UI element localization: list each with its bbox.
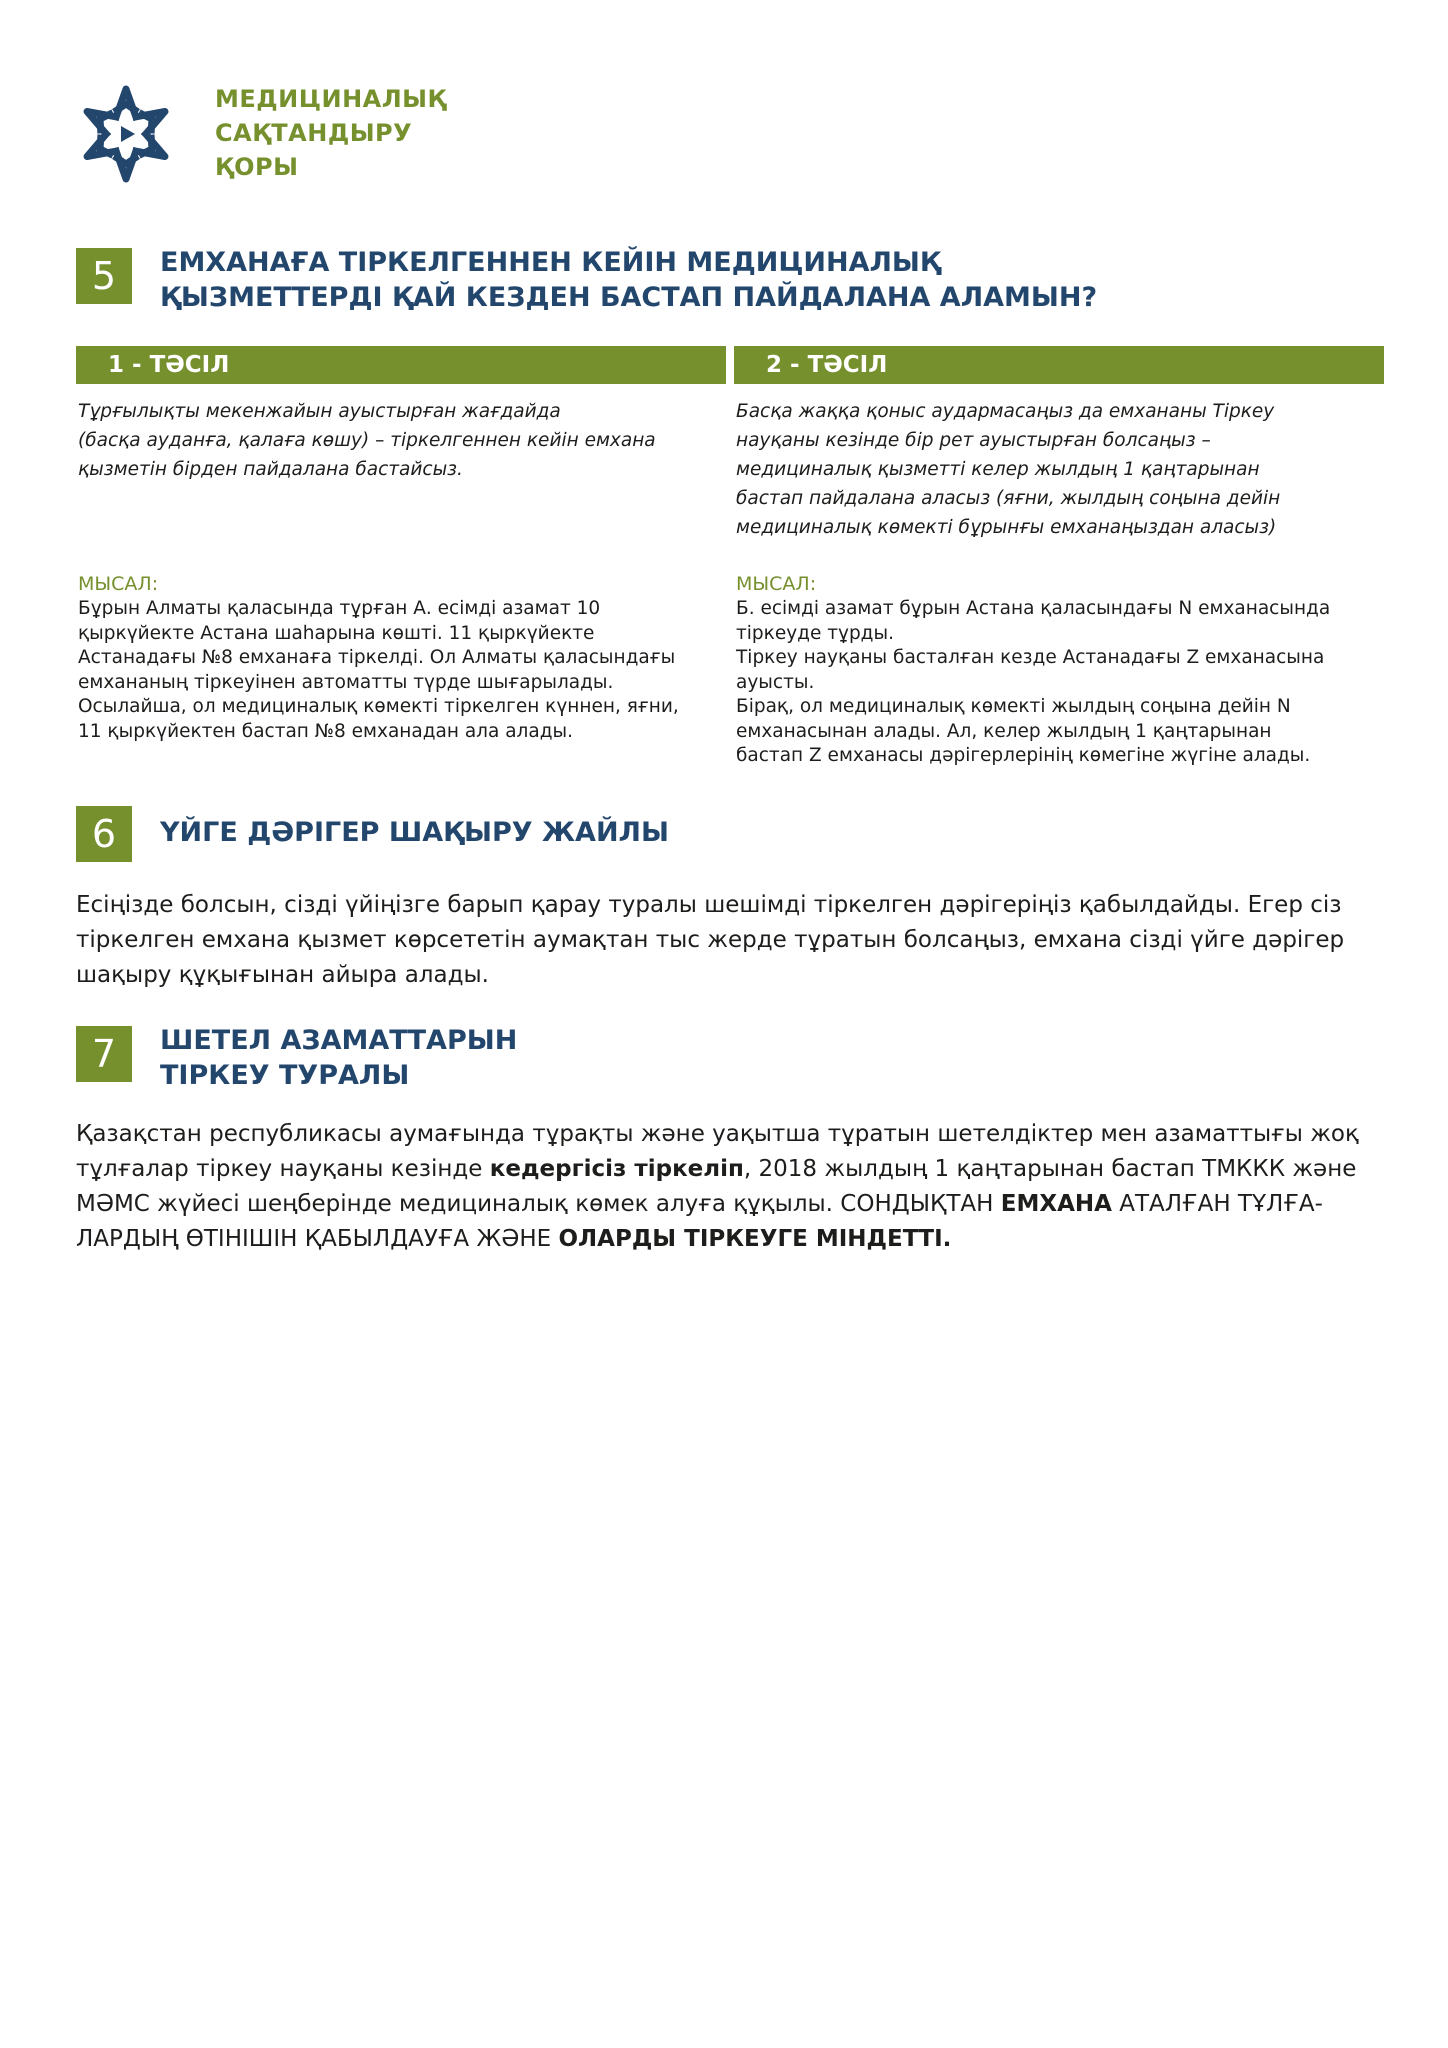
body-line	[76, 1222, 1359, 1257]
description-line: қызметін бірден пайдалана бастайсыз.	[78, 459, 463, 480]
method-2-example	[736, 597, 1330, 769]
section-title-line: ҚЫЗМЕТТЕРДІ ҚАЙ КЕЗДЕН БАСТАП ПАЙДАЛАНА АЛАМЫН?	[160, 282, 1098, 313]
snowflake-hexagon-logo-icon	[76, 74, 176, 194]
section-number-badge: 7	[76, 1026, 132, 1082]
example-line: тіркеуде тұрды.	[736, 622, 894, 644]
body-text: , 2018 жылдың 1 қаңтарынан бастап ТМККК және	[743, 1156, 1357, 1182]
body-emphasis: ОЛАРДЫ ТІРКЕУГЕ МІНДЕТТІ.	[558, 1226, 952, 1252]
body-line: Есіңізде болсын, сізді үйіңізге барып қарау туралы шешімді тіркелген дәрігеріңіз қабылдайды. Егер сіз	[76, 892, 1342, 918]
brand-name-line: МЕДИЦИНАЛЫҚ	[215, 85, 447, 113]
example-line: 11 қыркүйектен бастап №8 емханадан ала алады.	[78, 720, 573, 742]
body-text: АТАЛҒАН ТҰЛҒА-	[1111, 1191, 1323, 1217]
section-title-line: ЕМХАНАҒА ТІРКЕЛГЕННЕН КЕЙІН МЕДИЦИНАЛЫҚ	[160, 247, 941, 278]
example-line: қыркүйекте Астана шаһарына көшті. 11 қыркүйекте	[78, 622, 595, 644]
section-title	[160, 245, 1097, 315]
method-2-header: 2 - ТӘСІЛ	[734, 346, 1384, 384]
body-text: МӘМС жүйесі шеңберінде медициналық көмек алуға құқылы. СОНДЫҚТАН	[76, 1191, 1001, 1217]
section-title	[160, 815, 669, 850]
section-number-badge: 6	[76, 806, 132, 862]
section-title-line: ШЕТЕЛ АЗАМАТТАРЫН	[160, 1025, 518, 1056]
body-emphasis: кедергісіз тіркеліп	[489, 1156, 744, 1182]
brand-name-line: ҚОРЫ	[215, 153, 299, 181]
section-7-body	[76, 1117, 1359, 1257]
description-line: Басқа жаққа қоныс аудармасаңыз да емхананы Тіркеу	[736, 401, 1275, 422]
body-line	[76, 1187, 1359, 1222]
example-line: Тіркеу науқаны басталған кезде Астанадағы Z емханасына	[736, 647, 1325, 668]
brand-name	[215, 82, 447, 184]
example-line: Бұрын Алматы қаласында тұрған А. есімді азамат 10	[78, 598, 601, 619]
body-line	[76, 1152, 1359, 1187]
body-emphasis: ЕМХАНА	[1000, 1191, 1112, 1217]
example-line: Астанадағы №8 емханаға тіркелді. Ол Алматы қаласындағы	[78, 647, 676, 668]
example-line: емхананың тіркеуінен автоматты түрде шығарылады.	[78, 671, 614, 693]
body-text: ЛАРДЫҢ ӨТІНІШІН ҚАБЫЛДАУҒА ЖӘНЕ	[76, 1226, 559, 1252]
method-1-example-label: МЫСАЛ:	[78, 573, 159, 595]
body-line: шақыру құқығынан айыра алады.	[76, 962, 489, 988]
description-line: науқаны кезінде бір рет ауыстырған болсаңыз –	[736, 430, 1211, 451]
body-line: тіркелген емхана қызмет көрсететін аумақтан тыс жерде тұратын болсаңыз, емхана сізді үйге дәрігер	[76, 927, 1345, 953]
method-2-description	[736, 397, 1280, 542]
example-line: Бірақ, ол медициналық көмекті жылдың соңына дейін N	[736, 696, 1291, 717]
description-line: медициналық қызметті келер жылдың 1 қаңтарынан	[736, 459, 1260, 480]
method-1-example	[78, 597, 679, 744]
description-line: Тұрғылықты мекенжайын ауыстырған жағдайда	[78, 401, 561, 422]
brand-name-line: САҚТАНДЫРУ	[215, 119, 413, 147]
method-1-description	[78, 397, 656, 484]
example-line: емханасынан алады. Ал, келер жылдың 1 қаңтарынан	[736, 720, 1272, 742]
section-title-line: ТІРКЕУ ТУРАЛЫ	[160, 1060, 410, 1091]
example-line: Осылайша, ол медициналық көмекті тіркелген күннен, яғни,	[78, 696, 679, 717]
method-1-header: 1 - ТӘСІЛ	[76, 346, 726, 384]
description-line: медициналық көмекті бұрынғы емханаңыздан аласыз)	[736, 517, 1277, 538]
section-6-body	[76, 888, 1344, 993]
method-2-example-label: МЫСАЛ:	[736, 573, 817, 595]
example-line: бастап Z емханасы дәрігерлерінің көмегіне жүгіне алады.	[736, 745, 1311, 766]
section-number-badge: 5	[76, 248, 132, 304]
description-line: (басқа ауданға, қалаға көшу) – тіркелгеннен кейін емхана	[78, 430, 656, 451]
section-title-line: ҮЙГЕ ДӘРІГЕР ШАҚЫРУ ЖАЙЛЫ	[160, 817, 669, 848]
body-text: тұлғалар тіркеу науқаны кезінде	[76, 1156, 490, 1182]
example-line: Б. есімді азамат бұрын Астана қаласындағы N емханасында	[736, 598, 1331, 619]
description-line: бастап пайдалана аласыз (яғни, жылдың соңына дейін	[736, 488, 1281, 509]
body-line: Қазақстан республикасы аумағында тұрақты және уақытша тұратын шетелдіктер мен азаматтығы жоқ	[76, 1121, 1359, 1147]
section-title	[160, 1023, 517, 1093]
example-line: ауысты.	[736, 671, 815, 693]
